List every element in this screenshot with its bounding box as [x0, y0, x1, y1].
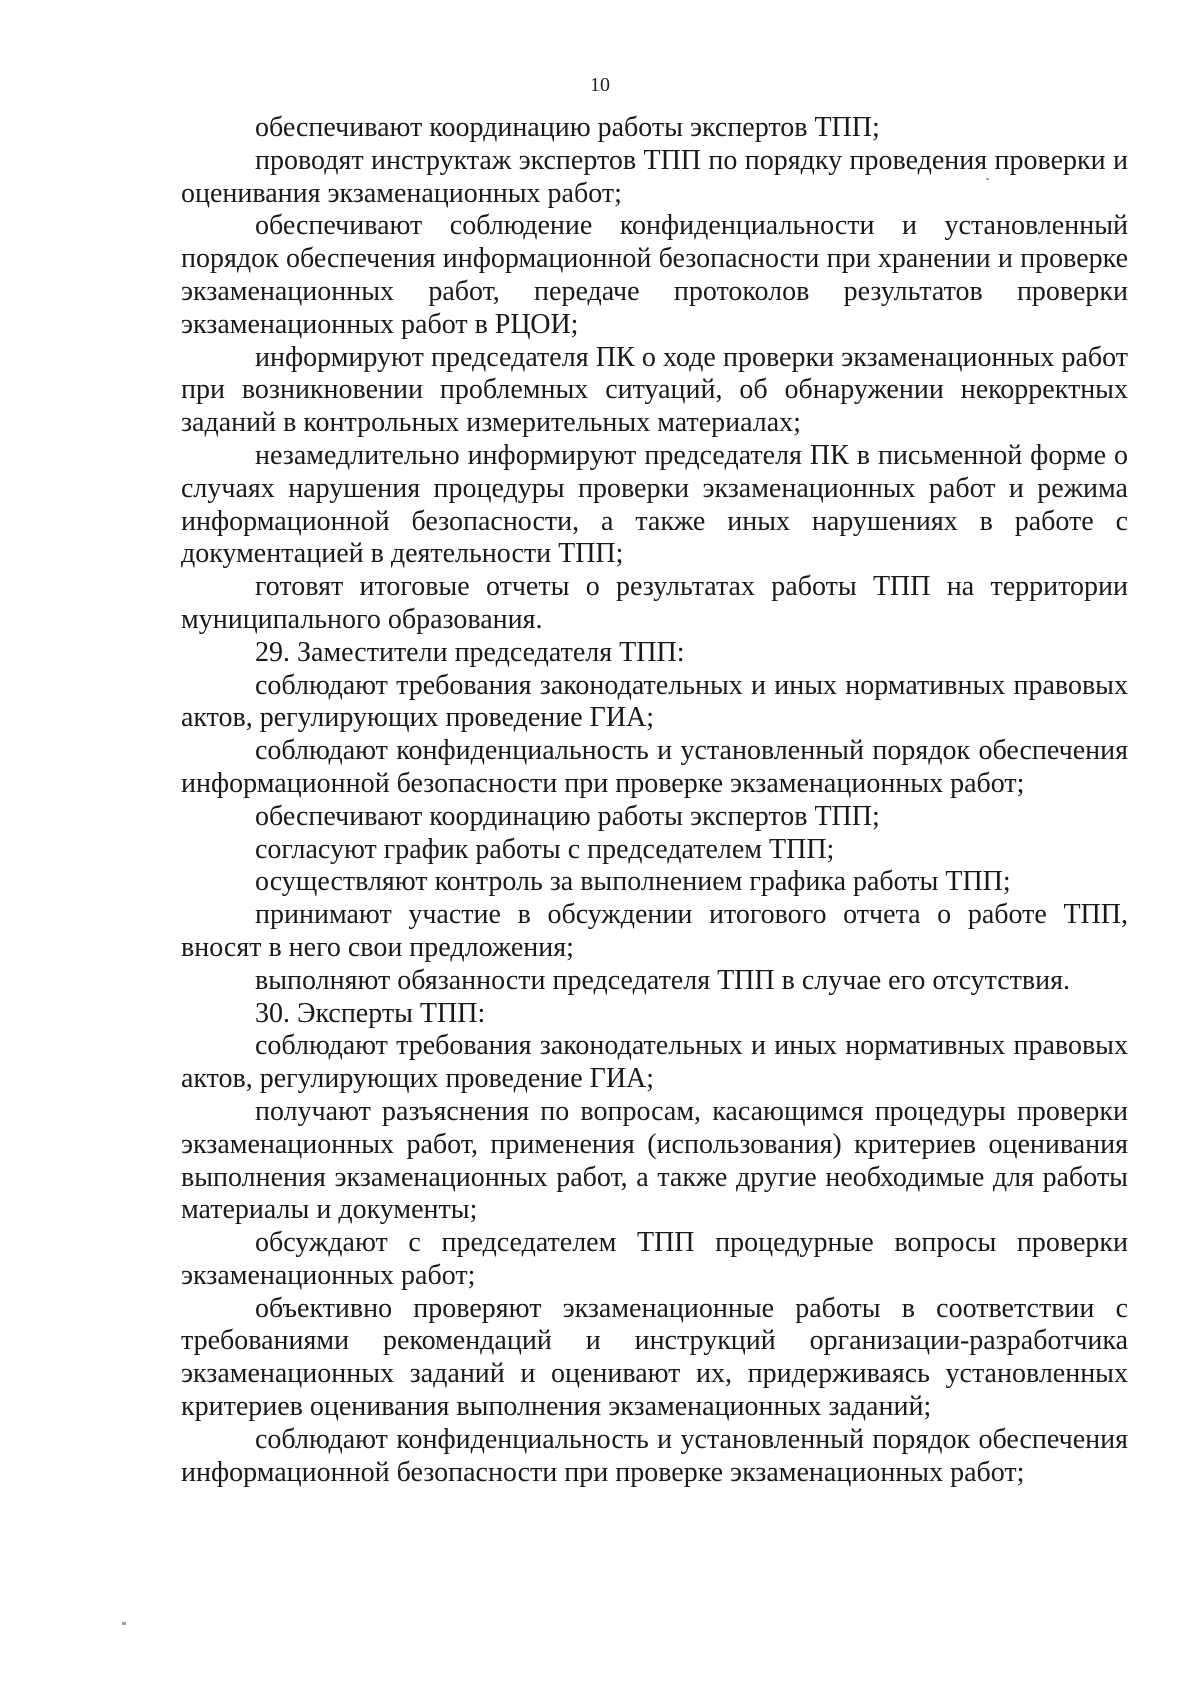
- paragraph: проводят инструктаж экспертов ТПП по порядку проведения проверки и оценивания экзаменационных работ;: [181, 144, 1128, 209]
- scan-speck: [122, 1622, 126, 1625]
- paragraph: соблюдают конфиденциальность и установленный порядок обеспечения информационной безопасности при проверке экзаменационных работ;: [181, 735, 1128, 799]
- scan-speck: [986, 178, 989, 180]
- paragraph: соблюдают требования законодательных и иных нормативных правовых актов, регулирующих проведение ГИА;: [181, 669, 1128, 734]
- paragraph: получают разъяснения по вопросам, касающимся процедуры проверки экзаменационных работ, применения (использования) критериев оценивания выполнения экзаменационных работ, а также другие необходимые для работы материалы и документы;: [181, 1095, 1128, 1226]
- paragraph: соблюдают конфиденциальность и установленный порядок обеспечения информационной безопасности при проверке экзаменационных работ;: [181, 1423, 1128, 1488]
- section-heading-29: 29. Заместители председателя ТПП:: [255, 636, 685, 668]
- paragraph: согласуют график работы с председателем ТПП;: [255, 833, 835, 865]
- paragraph: обсуждают с председателем ТПП процедурные вопросы проверки экзаменационных работ;: [181, 1227, 1128, 1291]
- paragraph: незамедлительно информируют председателя ПК в письменной форме о случаях нарушения процедуры проверки экзаменационных работ и режима информационной безопасности, а также иных нарушениях в работе с документацией в деятельности ТПП;: [181, 439, 1128, 570]
- paragraph: обеспечивают соблюдение конфиденциальности и установленный порядок обеспечения информационной безопасности при хранении и проверке экзаменационных работ, передаче протоколов результатов проверки экзаменационных работ в РЦОИ;: [181, 210, 1128, 340]
- paragraph: соблюдают требования законодательных и иных нормативных правовых актов, регулирующих проведение ГИА;: [181, 1030, 1128, 1095]
- paragraph: готовят итоговые отчеты о результатах работы ТПП на территории муниципального образования.: [181, 571, 1128, 635]
- paragraph: информируют председателя ПК о ходе проверки экзаменационных работ при возникновении проблемных ситуаций, об обнаружении некорректных заданий в контрольных измерительных материалах;: [181, 341, 1128, 439]
- paragraph: объективно проверяют экзаменационные работы в соответствии с требованиями рекомендаций и инструкций организации-разработчика экзаменационных заданий и оценивают их, придерживаясь установленных критериев оценивания выполнения экзаменационных заданий;: [181, 1292, 1128, 1423]
- paragraph: обеспечивают координацию работы экспертов ТПП;: [255, 800, 880, 832]
- paragraph: обеспечивают координацию работы экспертов ТПП;: [255, 112, 880, 143]
- page-number: 10: [590, 74, 610, 96]
- paragraph: принимают участие в обсуждении итогового отчета о работе ТПП, вносят в него свои предложения;: [181, 899, 1128, 963]
- section-heading-30: 30. Эксперты ТПП:: [255, 997, 486, 1029]
- paragraph: осуществляют контроль за выполнением графика работы ТПП;: [255, 866, 1011, 898]
- document-body: [181, 112, 1128, 1489]
- paragraph: выполняют обязанности председателя ТПП в случае его отсутствия.: [255, 964, 1070, 996]
